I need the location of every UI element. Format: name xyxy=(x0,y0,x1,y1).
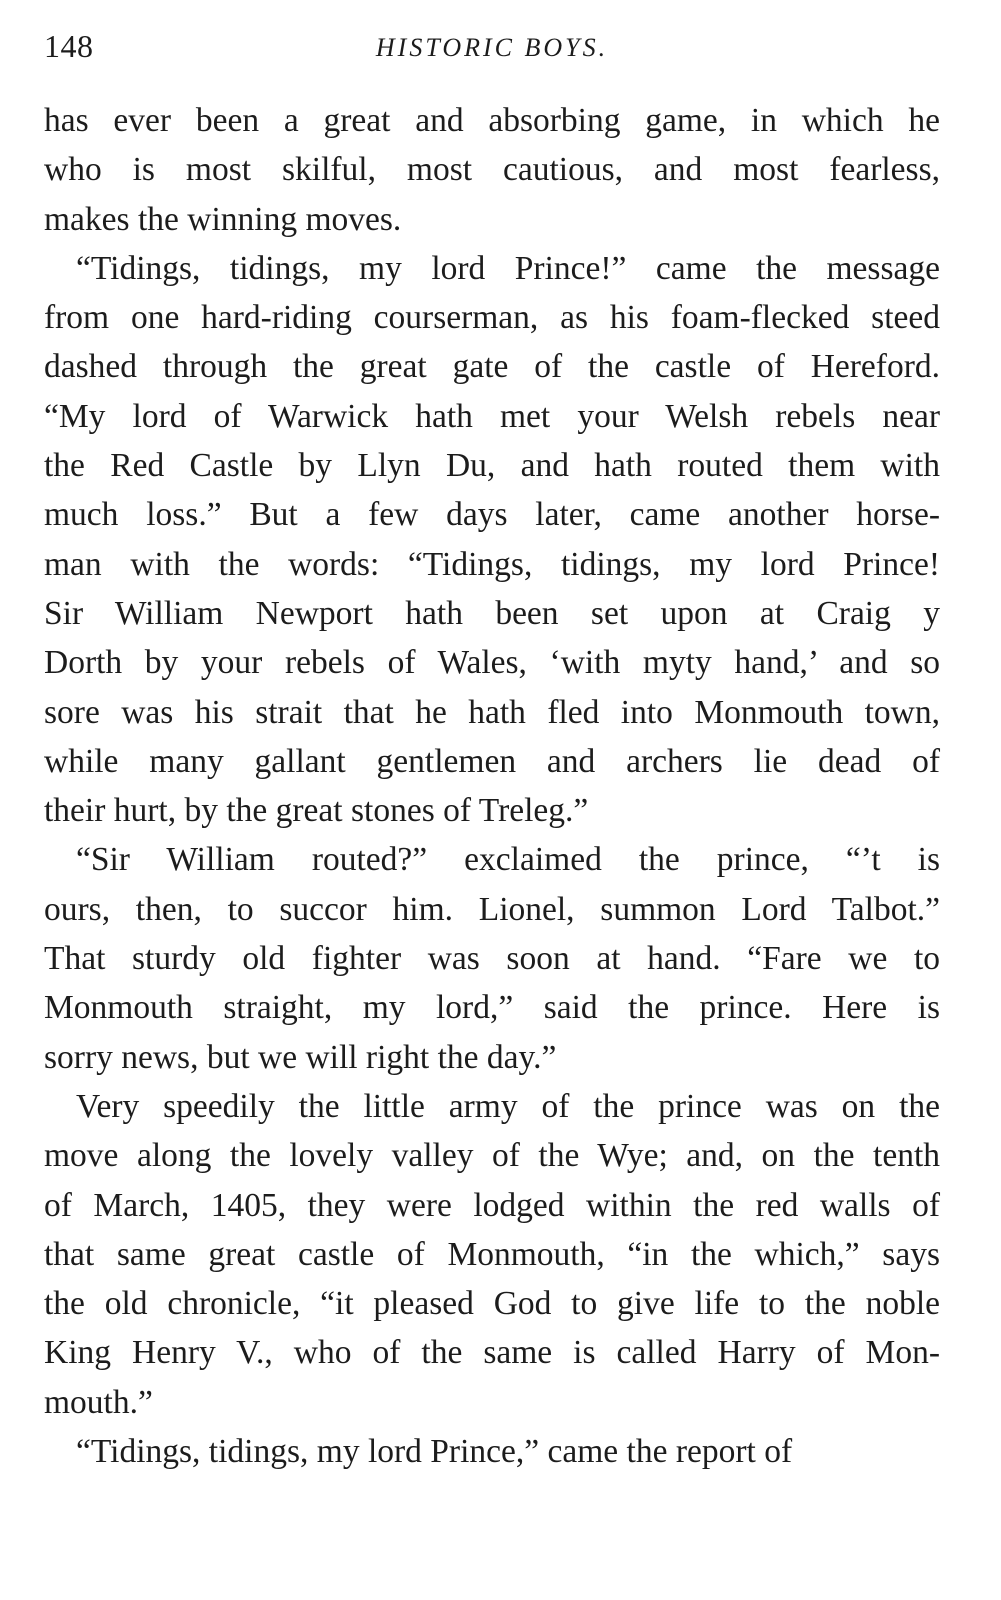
text-line: King Henry V., who of the same is called Harry of Mon- xyxy=(44,1334,940,1372)
running-title: HISTORIC BOYS. xyxy=(375,33,609,62)
text-line: makes the winning moves. xyxy=(44,200,402,238)
text-line: “My lord of Warwick hath met your Welsh rebels near xyxy=(44,397,940,435)
text-line: that same great castle of Monmouth, “in the which,” says xyxy=(44,1235,940,1273)
text-line: “Tidings, tidings, my lord Prince,” came the report of xyxy=(76,1433,793,1471)
page-header xyxy=(44,20,940,70)
text-line: the old chronicle, “it pleased God to give life to the noble xyxy=(44,1285,940,1323)
text-line: That sturdy old fighter was soon at hand. “Fare we to xyxy=(44,940,940,978)
text-line: Sir William Newport hath been set upon at Craig y xyxy=(44,594,940,632)
paragraph xyxy=(44,244,940,836)
text-line: the Red Castle by Llyn Du, and hath routed them with xyxy=(44,447,940,485)
text-line: mouth.” xyxy=(44,1383,153,1421)
text-line: “Tidings, tidings, my lord Prince!” came the message xyxy=(76,249,940,287)
text-line: Dorth by your rebels of Wales, ‘with myty hand,’ and so xyxy=(44,644,940,682)
paragraph xyxy=(44,1082,940,1427)
text-line: who is most skilful, most cautious, and most fearless, xyxy=(44,151,940,189)
body-text xyxy=(44,96,940,1476)
text-line: from one hard-riding courserman, as his foam-flecked steed xyxy=(44,299,940,337)
paragraph xyxy=(44,96,940,244)
text-line: Very speedily the little army of the prince was on the xyxy=(76,1087,940,1125)
paragraph xyxy=(44,1427,940,1476)
text-line: their hurt, by the great stones of Treleg.” xyxy=(44,792,589,830)
text-line: Monmouth straight, my lord,” said the prince. Here is xyxy=(44,989,940,1027)
text-line: while many gallant gentlemen and archers lie dead of xyxy=(44,742,940,780)
text-line: “Sir William routed?” exclaimed the prince, “’t is xyxy=(76,841,940,879)
text-line: ours, then, to succor him. Lionel, summon Lord Talbot.” xyxy=(44,890,940,928)
text-line: of March, 1405, they were lodged within the red walls of xyxy=(44,1186,940,1224)
text-line: sorry news, but we will right the day.” xyxy=(44,1038,557,1076)
text-line: move along the lovely valley of the Wye; and, on the tenth xyxy=(44,1137,940,1175)
page-number: 148 xyxy=(44,28,94,64)
text-line: dashed through the great gate of the castle of Hereford. xyxy=(44,348,940,386)
text-line: much loss.” But a few days later, came another horse- xyxy=(44,496,940,534)
text-line: sore was his strait that he hath fled into Monmouth town, xyxy=(44,693,940,731)
text-line: has ever been a great and absorbing game, in which he xyxy=(44,102,940,139)
paragraph xyxy=(44,835,940,1081)
text-line: man with the words: “Tidings, tidings, my lord Prince! xyxy=(44,545,940,583)
